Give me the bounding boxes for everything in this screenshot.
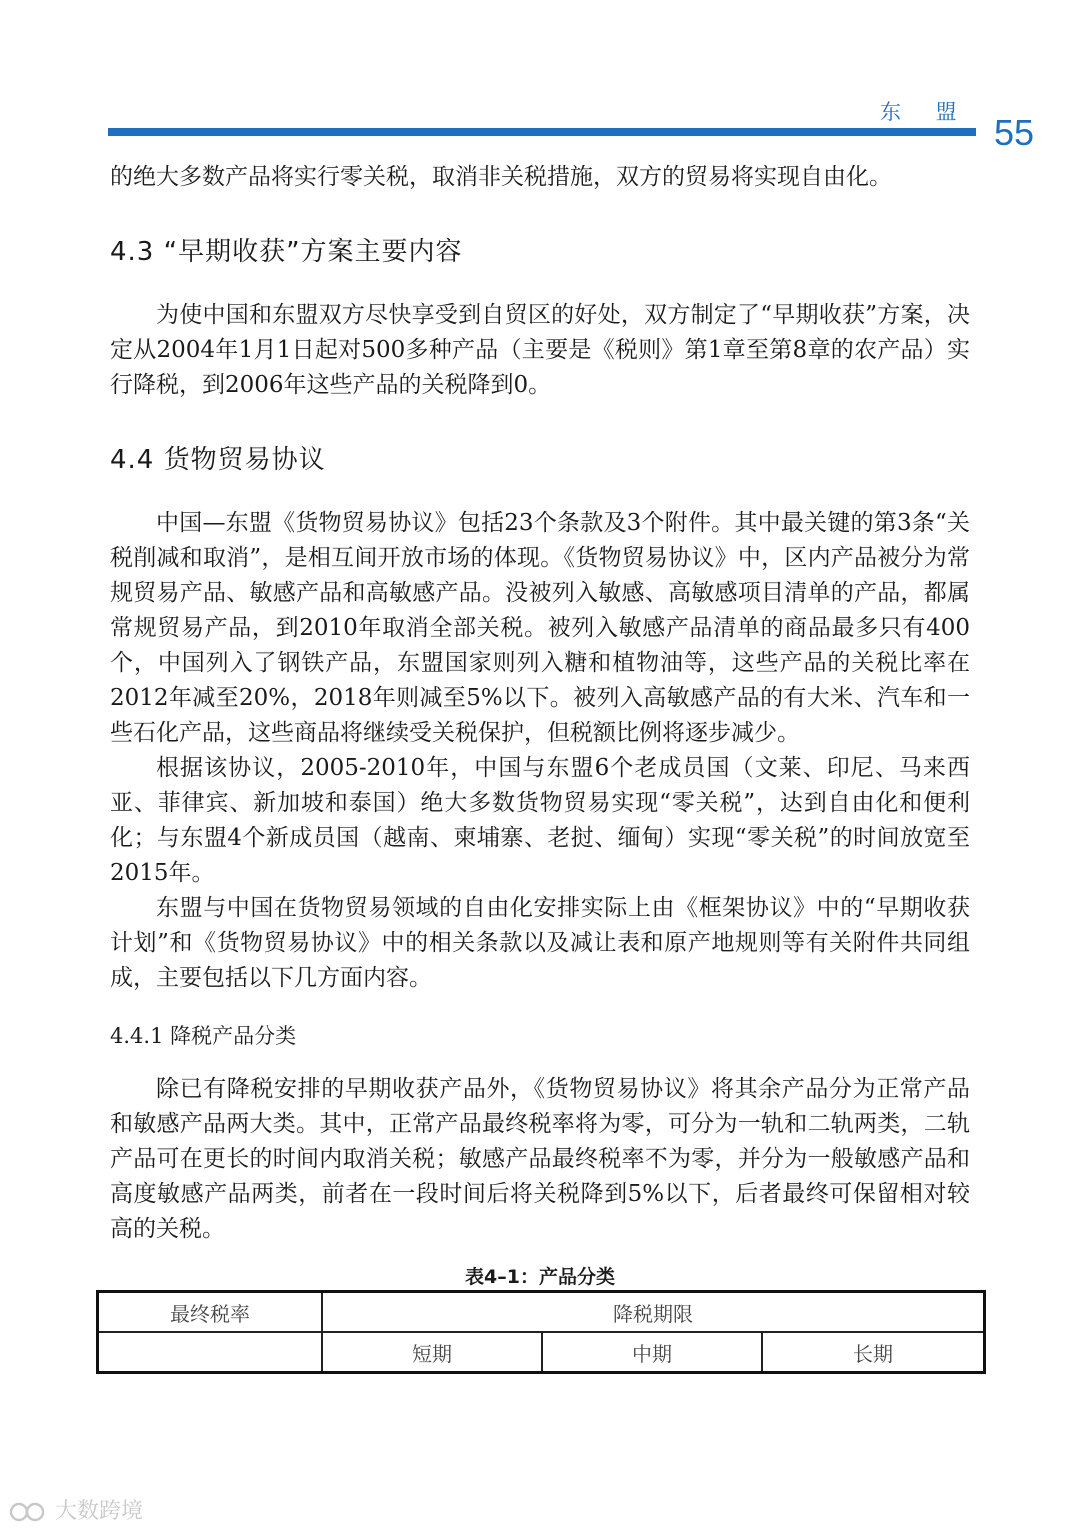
section-4-3-title: 4.3 “早期收获”方案主要内容 xyxy=(110,237,463,267)
table-caption: 表4–1：产品分类 xyxy=(465,1266,615,1288)
header-final-rate: 最终税率 xyxy=(98,1292,323,1333)
table-row xyxy=(98,1292,985,1333)
header-rule xyxy=(108,128,976,136)
header-reduction-period: 降税期限 xyxy=(322,1292,985,1333)
table-cell-empty xyxy=(98,1332,323,1373)
paragraph-zero-tariff: 根据该协议，2005-2010年，中国与东盟6个老成员国（文莱、印尼、马来西亚、菲律宾、新加坡和泰国）绝大多数货物贸易实现“零关税”，达到自由化和便利化；与东盟4个新成员国（越南、柬埔寨、老挝、缅甸）实现“零关税”的时间放宽至2015年。 xyxy=(110,755,970,886)
running-head: 东 盟 xyxy=(880,100,971,124)
page-number: 55 xyxy=(994,112,1035,153)
header-short-term: 短期 xyxy=(322,1332,542,1373)
product-classification-table xyxy=(96,1290,986,1374)
paragraph-continued: 的绝大多数产品将实行零关税，取消非关税措施，双方的贸易将实现自由化。 xyxy=(110,164,892,190)
paragraph-early-harvest: 为使中国和东盟双方尽快享受到自贸区的好处，双方制定了“早期收获”方案，决定从2004年1月1日起对500多种产品（主要是《税则》第1章至第8章的农产品）实行降税，到2006年这些产品的关税降到0。 xyxy=(110,302,970,398)
paragraph-liberalization: 东盟与中国在货物贸易领域的自由化安排实际上由《框架协议》中的“早期收获计划”和《货物贸易协议》中的相关条款以及减让表和原产地规则等有关附件共同组成，主要包括以下几方面内容。 xyxy=(110,895,970,991)
logo-icon xyxy=(8,1501,48,1523)
paragraph-trade-agreement: 中国—东盟《货物贸易协议》包括23个条款及3个附件。其中最关键的第3条“关税削减和取消”，是相互间开放市场的体现。《货物贸易协议》中，区内产品被分为常规贸易产品、敏感产品和高敏感产品。没被列入敏感、高敏感项目清单的产品，都属常规贸易产品，到2010年取消全部关税。被列入敏感产品清单的商品最多只有400个，中国列入了钢铁产品，东盟国家则列入糖和植物油等，这些产品的关税比率在2012年减至20%，2018年则减至5%以下。被列入高敏感产品的有大米、汽车和一些石化产品，这些商品将继续受关税保护，但税额比例将逐步减少。 xyxy=(110,510,970,746)
watermark xyxy=(8,1494,143,1525)
page-body xyxy=(110,160,970,1247)
paragraph-product-classification: 除已有降税安排的早期收获产品外，《货物贸易协议》将其余产品分为正常产品和敏感产品两大类。其中，正常产品最终税率将为零，可分为一轨和二轨两类，二轨产品可在更长的时间内取消关税；敏感产品最终税率不为零，并分为一般敏感产品和高度敏感产品两类，前者在一段时间后将关税降到5%以下，后者最终可保留相对较高的关税。 xyxy=(110,1076,970,1242)
section-4-4-title: 4.4 货物贸易协议 xyxy=(110,445,326,475)
header-long-term: 长期 xyxy=(762,1332,985,1373)
table-row xyxy=(98,1332,985,1373)
header-mid-term: 中期 xyxy=(542,1332,762,1373)
section-4-4-1-title: 4.4.1 降税产品分类 xyxy=(110,1024,297,1048)
watermark-text: 大数跨境 xyxy=(55,1499,144,1524)
